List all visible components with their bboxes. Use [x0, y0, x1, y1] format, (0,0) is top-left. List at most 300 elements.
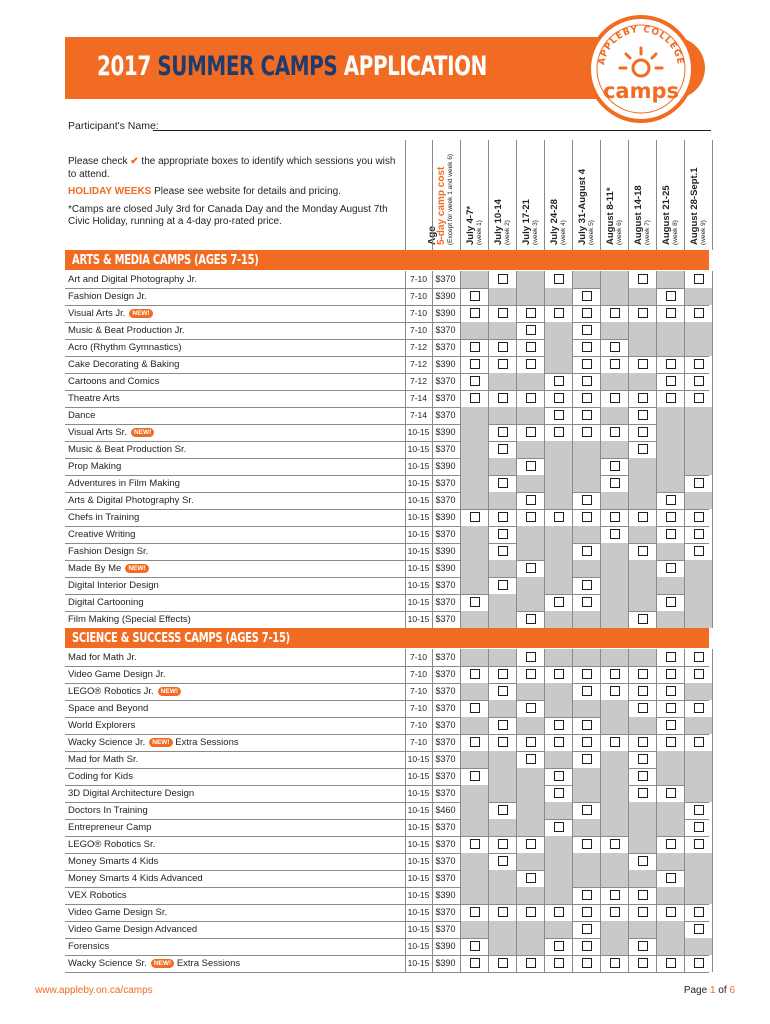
session-checkbox[interactable]: [498, 274, 508, 284]
week-1-cell[interactable]: [460, 836, 488, 853]
week-5-cell[interactable]: [572, 938, 600, 955]
session-checkbox[interactable]: [638, 941, 648, 951]
session-checkbox[interactable]: [694, 529, 704, 539]
session-checkbox[interactable]: [526, 495, 536, 505]
session-checkbox[interactable]: [498, 444, 508, 454]
week-9-cell[interactable]: [684, 904, 712, 921]
session-checkbox[interactable]: [666, 737, 676, 747]
week-1-cell[interactable]: [460, 904, 488, 921]
session-checkbox[interactable]: [694, 703, 704, 713]
week-4-cell[interactable]: [544, 666, 572, 683]
session-checkbox[interactable]: [666, 291, 676, 301]
week-7-cell[interactable]: [628, 853, 656, 870]
session-checkbox[interactable]: [470, 512, 480, 522]
week-4-cell[interactable]: [544, 734, 572, 751]
session-checkbox[interactable]: [666, 703, 676, 713]
session-checkbox[interactable]: [694, 907, 704, 917]
session-checkbox[interactable]: [610, 342, 620, 352]
week-2-cell[interactable]: [488, 836, 516, 853]
session-checkbox[interactable]: [582, 359, 592, 369]
session-checkbox[interactable]: [582, 427, 592, 437]
week-8-cell[interactable]: [656, 717, 684, 734]
week-7-cell[interactable]: [628, 666, 656, 683]
session-checkbox[interactable]: [470, 342, 480, 352]
week-6-cell[interactable]: [600, 509, 628, 526]
session-checkbox[interactable]: [610, 308, 620, 318]
week-8-cell[interactable]: [656, 785, 684, 802]
week-7-cell[interactable]: [628, 700, 656, 717]
session-checkbox[interactable]: [526, 614, 536, 624]
session-checkbox[interactable]: [582, 410, 592, 420]
session-checkbox[interactable]: [582, 669, 592, 679]
week-5-cell[interactable]: [572, 594, 600, 611]
week-7-cell[interactable]: [628, 305, 656, 322]
week-9-cell[interactable]: [684, 955, 712, 972]
week-7-cell[interactable]: [628, 509, 656, 526]
week-3-cell[interactable]: [516, 904, 544, 921]
week-4-cell[interactable]: [544, 390, 572, 407]
session-checkbox[interactable]: [638, 771, 648, 781]
session-checkbox[interactable]: [470, 376, 480, 386]
session-checkbox[interactable]: [526, 342, 536, 352]
week-9-cell[interactable]: [684, 356, 712, 373]
week-1-cell[interactable]: [460, 666, 488, 683]
session-checkbox[interactable]: [554, 720, 564, 730]
session-checkbox[interactable]: [470, 907, 480, 917]
session-checkbox[interactable]: [498, 308, 508, 318]
session-checkbox[interactable]: [498, 907, 508, 917]
session-checkbox[interactable]: [610, 478, 620, 488]
week-6-cell[interactable]: [600, 526, 628, 543]
week-3-cell[interactable]: [516, 649, 544, 666]
session-checkbox[interactable]: [582, 737, 592, 747]
week-8-cell[interactable]: [656, 904, 684, 921]
week-9-cell[interactable]: [684, 666, 712, 683]
session-checkbox[interactable]: [638, 703, 648, 713]
week-1-cell[interactable]: [460, 390, 488, 407]
session-checkbox[interactable]: [470, 359, 480, 369]
session-checkbox[interactable]: [694, 393, 704, 403]
session-checkbox[interactable]: [470, 393, 480, 403]
session-checkbox[interactable]: [470, 839, 480, 849]
session-checkbox[interactable]: [638, 393, 648, 403]
week-4-cell[interactable]: [544, 819, 572, 836]
session-checkbox[interactable]: [554, 822, 564, 832]
session-checkbox[interactable]: [498, 393, 508, 403]
session-checkbox[interactable]: [554, 427, 564, 437]
week-8-cell[interactable]: [656, 955, 684, 972]
week-8-cell[interactable]: [656, 870, 684, 887]
session-checkbox[interactable]: [498, 478, 508, 488]
session-checkbox[interactable]: [694, 546, 704, 556]
session-checkbox[interactable]: [694, 737, 704, 747]
week-9-cell[interactable]: [684, 305, 712, 322]
week-8-cell[interactable]: [656, 356, 684, 373]
session-checkbox[interactable]: [666, 495, 676, 505]
week-7-cell[interactable]: [628, 356, 656, 373]
session-checkbox[interactable]: [638, 958, 648, 968]
week-1-cell[interactable]: [460, 938, 488, 955]
session-checkbox[interactable]: [526, 669, 536, 679]
week-9-cell[interactable]: [684, 543, 712, 560]
session-checkbox[interactable]: [498, 669, 508, 679]
week-1-cell[interactable]: [460, 356, 488, 373]
session-checkbox[interactable]: [610, 529, 620, 539]
week-9-cell[interactable]: [684, 475, 712, 492]
week-3-cell[interactable]: [516, 339, 544, 356]
week-2-cell[interactable]: [488, 543, 516, 560]
week-7-cell[interactable]: [628, 407, 656, 424]
week-8-cell[interactable]: [656, 492, 684, 509]
week-5-cell[interactable]: [572, 666, 600, 683]
week-3-cell[interactable]: [516, 836, 544, 853]
session-checkbox[interactable]: [610, 958, 620, 968]
session-checkbox[interactable]: [610, 393, 620, 403]
session-checkbox[interactable]: [526, 873, 536, 883]
week-1-cell[interactable]: [460, 768, 488, 785]
session-checkbox[interactable]: [666, 788, 676, 798]
session-checkbox[interactable]: [638, 890, 648, 900]
session-checkbox[interactable]: [694, 359, 704, 369]
week-3-cell[interactable]: [516, 356, 544, 373]
session-checkbox[interactable]: [666, 376, 676, 386]
session-checkbox[interactable]: [694, 308, 704, 318]
week-1-cell[interactable]: [460, 305, 488, 322]
week-2-cell[interactable]: [488, 509, 516, 526]
week-6-cell[interactable]: [600, 390, 628, 407]
week-6-cell[interactable]: [600, 955, 628, 972]
week-1-cell[interactable]: [460, 700, 488, 717]
week-3-cell[interactable]: [516, 492, 544, 509]
week-4-cell[interactable]: [544, 305, 572, 322]
week-5-cell[interactable]: [572, 887, 600, 904]
week-2-cell[interactable]: [488, 577, 516, 594]
week-3-cell[interactable]: [516, 611, 544, 628]
session-checkbox[interactable]: [610, 907, 620, 917]
session-checkbox[interactable]: [582, 393, 592, 403]
session-checkbox[interactable]: [554, 308, 564, 318]
session-checkbox[interactable]: [582, 890, 592, 900]
session-checkbox[interactable]: [498, 512, 508, 522]
week-2-cell[interactable]: [488, 526, 516, 543]
session-checkbox[interactable]: [582, 342, 592, 352]
week-9-cell[interactable]: [684, 649, 712, 666]
session-checkbox[interactable]: [554, 941, 564, 951]
session-checkbox[interactable]: [554, 597, 564, 607]
week-5-cell[interactable]: [572, 305, 600, 322]
session-checkbox[interactable]: [610, 737, 620, 747]
session-checkbox[interactable]: [694, 958, 704, 968]
week-7-cell[interactable]: [628, 390, 656, 407]
week-4-cell[interactable]: [544, 955, 572, 972]
session-checkbox[interactable]: [554, 512, 564, 522]
session-checkbox[interactable]: [582, 495, 592, 505]
week-6-cell[interactable]: [600, 305, 628, 322]
week-8-cell[interactable]: [656, 288, 684, 305]
week-4-cell[interactable]: [544, 594, 572, 611]
week-4-cell[interactable]: [544, 271, 572, 288]
session-checkbox[interactable]: [526, 754, 536, 764]
session-checkbox[interactable]: [554, 393, 564, 403]
week-9-cell[interactable]: [684, 700, 712, 717]
week-9-cell[interactable]: [684, 373, 712, 390]
session-checkbox[interactable]: [498, 546, 508, 556]
week-5-cell[interactable]: [572, 322, 600, 339]
week-4-cell[interactable]: [544, 768, 572, 785]
week-9-cell[interactable]: [684, 390, 712, 407]
week-7-cell[interactable]: [628, 938, 656, 955]
week-8-cell[interactable]: [656, 509, 684, 526]
week-1-cell[interactable]: [460, 734, 488, 751]
week-5-cell[interactable]: [572, 734, 600, 751]
week-7-cell[interactable]: [628, 955, 656, 972]
session-checkbox[interactable]: [582, 958, 592, 968]
week-5-cell[interactable]: [572, 543, 600, 560]
session-checkbox[interactable]: [638, 274, 648, 284]
week-2-cell[interactable]: [488, 390, 516, 407]
week-7-cell[interactable]: [628, 785, 656, 802]
session-checkbox[interactable]: [610, 427, 620, 437]
week-1-cell[interactable]: [460, 373, 488, 390]
session-checkbox[interactable]: [526, 461, 536, 471]
week-5-cell[interactable]: [572, 904, 600, 921]
session-checkbox[interactable]: [638, 737, 648, 747]
week-9-cell[interactable]: [684, 509, 712, 526]
session-checkbox[interactable]: [582, 580, 592, 590]
week-2-cell[interactable]: [488, 305, 516, 322]
week-3-cell[interactable]: [516, 322, 544, 339]
week-6-cell[interactable]: [600, 734, 628, 751]
session-checkbox[interactable]: [610, 512, 620, 522]
session-checkbox[interactable]: [694, 376, 704, 386]
session-checkbox[interactable]: [526, 703, 536, 713]
week-5-cell[interactable]: [572, 921, 600, 938]
session-checkbox[interactable]: [638, 669, 648, 679]
week-2-cell[interactable]: [488, 734, 516, 751]
session-checkbox[interactable]: [554, 958, 564, 968]
week-8-cell[interactable]: [656, 526, 684, 543]
session-checkbox[interactable]: [638, 427, 648, 437]
week-7-cell[interactable]: [628, 271, 656, 288]
session-checkbox[interactable]: [638, 359, 648, 369]
week-3-cell[interactable]: [516, 390, 544, 407]
week-5-cell[interactable]: [572, 356, 600, 373]
session-checkbox[interactable]: [554, 771, 564, 781]
session-checkbox[interactable]: [470, 597, 480, 607]
session-checkbox[interactable]: [498, 427, 508, 437]
week-9-cell[interactable]: [684, 921, 712, 938]
session-checkbox[interactable]: [554, 669, 564, 679]
week-2-cell[interactable]: [488, 802, 516, 819]
week-7-cell[interactable]: [628, 611, 656, 628]
session-checkbox[interactable]: [498, 686, 508, 696]
week-4-cell[interactable]: [544, 938, 572, 955]
week-2-cell[interactable]: [488, 441, 516, 458]
session-checkbox[interactable]: [694, 669, 704, 679]
week-9-cell[interactable]: [684, 802, 712, 819]
session-checkbox[interactable]: [498, 720, 508, 730]
week-4-cell[interactable]: [544, 424, 572, 441]
session-checkbox[interactable]: [694, 839, 704, 849]
session-checkbox[interactable]: [638, 410, 648, 420]
session-checkbox[interactable]: [526, 737, 536, 747]
week-5-cell[interactable]: [572, 751, 600, 768]
session-checkbox[interactable]: [666, 669, 676, 679]
week-1-cell[interactable]: [460, 509, 488, 526]
session-checkbox[interactable]: [526, 839, 536, 849]
session-checkbox[interactable]: [694, 512, 704, 522]
week-2-cell[interactable]: [488, 955, 516, 972]
week-2-cell[interactable]: [488, 271, 516, 288]
session-checkbox[interactable]: [554, 274, 564, 284]
week-7-cell[interactable]: [628, 751, 656, 768]
session-checkbox[interactable]: [498, 342, 508, 352]
participant-name-field[interactable]: [153, 130, 711, 131]
week-8-cell[interactable]: [656, 666, 684, 683]
session-checkbox[interactable]: [526, 427, 536, 437]
week-4-cell[interactable]: [544, 509, 572, 526]
session-checkbox[interactable]: [470, 941, 480, 951]
session-checkbox[interactable]: [666, 359, 676, 369]
session-checkbox[interactable]: [638, 512, 648, 522]
session-checkbox[interactable]: [554, 788, 564, 798]
session-checkbox[interactable]: [638, 907, 648, 917]
session-checkbox[interactable]: [582, 805, 592, 815]
week-3-cell[interactable]: [516, 458, 544, 475]
week-4-cell[interactable]: [544, 785, 572, 802]
week-9-cell[interactable]: [684, 819, 712, 836]
week-6-cell[interactable]: [600, 887, 628, 904]
week-7-cell[interactable]: [628, 904, 656, 921]
session-checkbox[interactable]: [526, 958, 536, 968]
week-3-cell[interactable]: [516, 305, 544, 322]
week-6-cell[interactable]: [600, 339, 628, 356]
session-checkbox[interactable]: [666, 720, 676, 730]
week-5-cell[interactable]: [572, 407, 600, 424]
week-7-cell[interactable]: [628, 887, 656, 904]
week-6-cell[interactable]: [600, 904, 628, 921]
week-1-cell[interactable]: [460, 955, 488, 972]
week-5-cell[interactable]: [572, 288, 600, 305]
week-5-cell[interactable]: [572, 492, 600, 509]
week-7-cell[interactable]: [628, 734, 656, 751]
week-6-cell[interactable]: [600, 475, 628, 492]
week-2-cell[interactable]: [488, 339, 516, 356]
session-checkbox[interactable]: [666, 839, 676, 849]
session-checkbox[interactable]: [526, 563, 536, 573]
session-checkbox[interactable]: [582, 512, 592, 522]
week-9-cell[interactable]: [684, 836, 712, 853]
session-checkbox[interactable]: [526, 512, 536, 522]
week-2-cell[interactable]: [488, 904, 516, 921]
session-checkbox[interactable]: [582, 291, 592, 301]
session-checkbox[interactable]: [666, 597, 676, 607]
week-5-cell[interactable]: [572, 836, 600, 853]
session-checkbox[interactable]: [666, 907, 676, 917]
session-checkbox[interactable]: [666, 529, 676, 539]
session-checkbox[interactable]: [610, 890, 620, 900]
week-4-cell[interactable]: [544, 904, 572, 921]
session-checkbox[interactable]: [666, 563, 676, 573]
session-checkbox[interactable]: [582, 308, 592, 318]
session-checkbox[interactable]: [638, 444, 648, 454]
session-checkbox[interactable]: [554, 907, 564, 917]
session-checkbox[interactable]: [582, 720, 592, 730]
session-checkbox[interactable]: [582, 325, 592, 335]
week-8-cell[interactable]: [656, 373, 684, 390]
session-checkbox[interactable]: [498, 529, 508, 539]
week-2-cell[interactable]: [488, 356, 516, 373]
session-checkbox[interactable]: [638, 754, 648, 764]
session-checkbox[interactable]: [582, 754, 592, 764]
session-checkbox[interactable]: [610, 686, 620, 696]
session-checkbox[interactable]: [666, 393, 676, 403]
session-checkbox[interactable]: [694, 652, 704, 662]
session-checkbox[interactable]: [638, 788, 648, 798]
session-checkbox[interactable]: [694, 822, 704, 832]
week-3-cell[interactable]: [516, 560, 544, 577]
session-checkbox[interactable]: [498, 359, 508, 369]
week-5-cell[interactable]: [572, 717, 600, 734]
week-2-cell[interactable]: [488, 717, 516, 734]
week-8-cell[interactable]: [656, 700, 684, 717]
session-checkbox[interactable]: [470, 703, 480, 713]
session-checkbox[interactable]: [470, 958, 480, 968]
week-2-cell[interactable]: [488, 475, 516, 492]
session-checkbox[interactable]: [554, 376, 564, 386]
session-checkbox[interactable]: [610, 669, 620, 679]
week-6-cell[interactable]: [600, 458, 628, 475]
session-checkbox[interactable]: [554, 410, 564, 420]
session-checkbox[interactable]: [498, 737, 508, 747]
week-3-cell[interactable]: [516, 870, 544, 887]
session-checkbox[interactable]: [526, 325, 536, 335]
week-5-cell[interactable]: [572, 683, 600, 700]
week-8-cell[interactable]: [656, 836, 684, 853]
session-checkbox[interactable]: [638, 686, 648, 696]
session-checkbox[interactable]: [610, 359, 620, 369]
session-checkbox[interactable]: [582, 546, 592, 556]
week-7-cell[interactable]: [628, 424, 656, 441]
week-3-cell[interactable]: [516, 424, 544, 441]
week-5-cell[interactable]: [572, 577, 600, 594]
session-checkbox[interactable]: [638, 856, 648, 866]
week-8-cell[interactable]: [656, 734, 684, 751]
week-3-cell[interactable]: [516, 751, 544, 768]
session-checkbox[interactable]: [526, 359, 536, 369]
week-4-cell[interactable]: [544, 373, 572, 390]
week-6-cell[interactable]: [600, 424, 628, 441]
week-3-cell[interactable]: [516, 700, 544, 717]
week-5-cell[interactable]: [572, 339, 600, 356]
footer-url[interactable]: www.appleby.on.ca/camps: [35, 985, 153, 996]
week-5-cell[interactable]: [572, 509, 600, 526]
session-checkbox[interactable]: [582, 924, 592, 934]
week-3-cell[interactable]: [516, 734, 544, 751]
week-5-cell[interactable]: [572, 390, 600, 407]
session-checkbox[interactable]: [470, 771, 480, 781]
week-1-cell[interactable]: [460, 288, 488, 305]
week-5-cell[interactable]: [572, 802, 600, 819]
session-checkbox[interactable]: [610, 461, 620, 471]
session-checkbox[interactable]: [498, 580, 508, 590]
week-1-cell[interactable]: [460, 339, 488, 356]
week-6-cell[interactable]: [600, 666, 628, 683]
week-3-cell[interactable]: [516, 955, 544, 972]
week-1-cell[interactable]: [460, 594, 488, 611]
session-checkbox[interactable]: [526, 652, 536, 662]
week-2-cell[interactable]: [488, 853, 516, 870]
